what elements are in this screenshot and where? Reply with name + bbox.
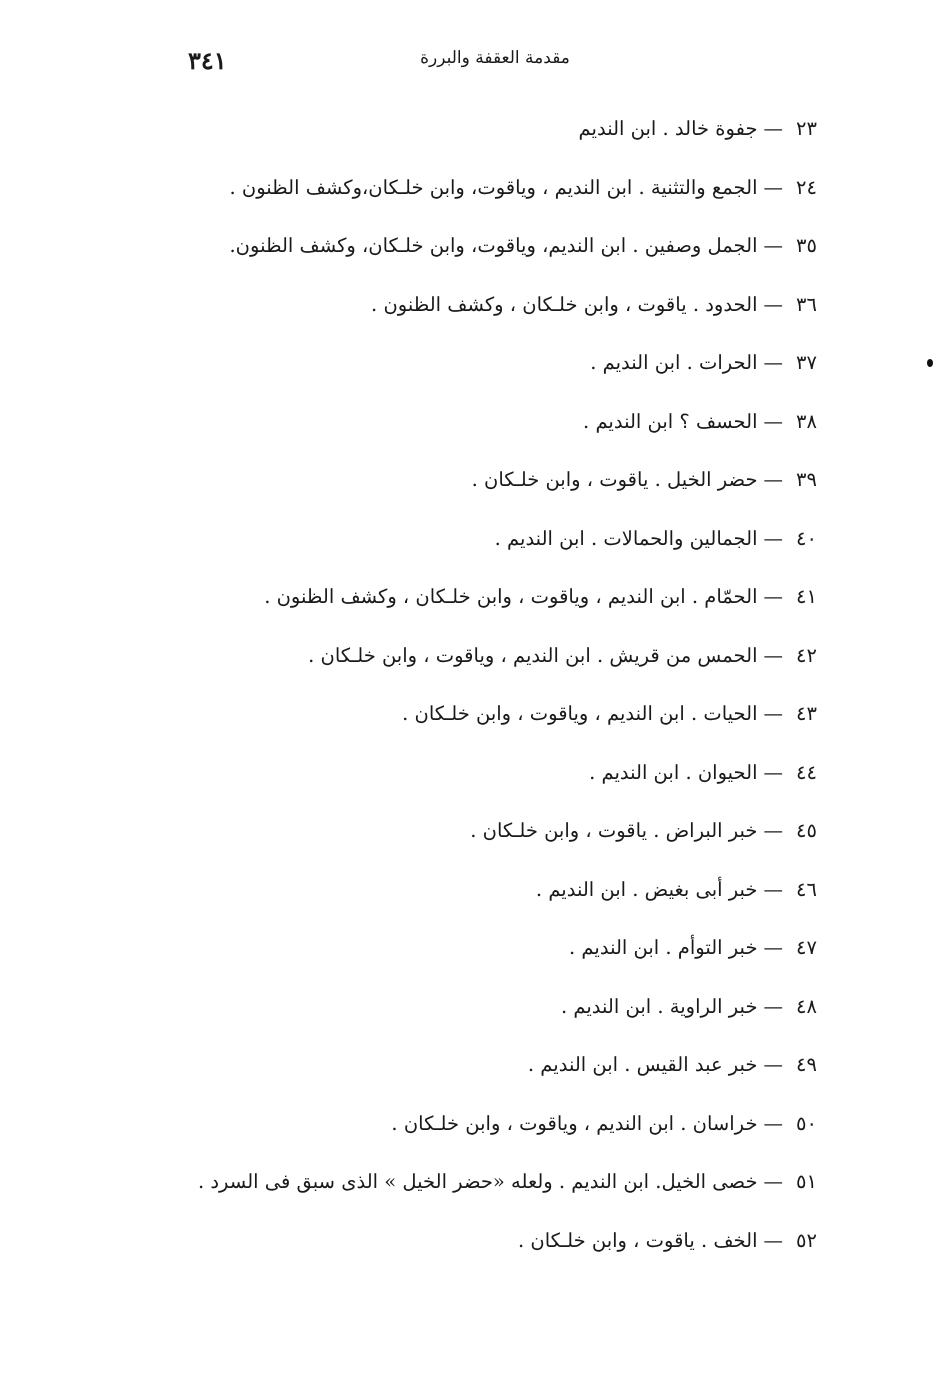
entry-dash: — [763, 760, 783, 784]
entry-text: خصى الخيل. ابن النديم . ولعله «حضر الخيل » الذى سبق فى السرد . [197, 1170, 758, 1193]
entry-dash: — [763, 994, 783, 1018]
entry-dash: — [763, 1170, 783, 1193]
entry-text: خبر البراض . ياقوت ، وابن خلـكان . [470, 819, 758, 842]
list-item [137, 221, 817, 280]
entry-number: ٤٤ [796, 760, 817, 784]
page-number: ٣٤١ [188, 46, 227, 75]
bibliography-list [137, 104, 817, 1274]
entry-number: ٢٣ [796, 117, 817, 140]
list-item [137, 689, 817, 748]
entry-text: الجمل وصفين . ابن النديم، وياقوت، وابن خلـكان، وكشف الظنون. [229, 234, 758, 257]
list-item [137, 1157, 817, 1216]
entry-number: ٤٦ [796, 877, 817, 901]
entry-text: الخف . ياقوت ، وابن خلـكان . [518, 1228, 758, 1252]
entry-dash: — [763, 117, 783, 140]
entry-text: الحيوان . ابن النديم . [589, 760, 758, 784]
margin-ink-mark [927, 359, 933, 367]
entry-dash: — [763, 819, 783, 842]
entry-dash: — [763, 292, 783, 316]
entry-text: الحيات . ابن النديم ، وياقوت ، وابن خلـكان . [402, 702, 758, 725]
entry-dash: — [763, 351, 783, 374]
entry-dash: — [763, 1111, 783, 1135]
list-item [137, 1216, 817, 1275]
entry-number: ٤٥ [796, 819, 817, 842]
entry-number: ٣٩ [796, 468, 817, 491]
list-item [137, 631, 817, 690]
list-item [137, 514, 817, 573]
list-item [137, 397, 817, 456]
entry-dash: — [763, 643, 783, 667]
list-item [137, 280, 817, 339]
entry-dash: — [763, 409, 783, 433]
entry-text: الجمع والتثنية . ابن النديم ، وياقوت، وابن خلـكان،وكشف الظنون . [229, 175, 758, 199]
entry-text: الحمس من قريش . ابن النديم ، وياقوت ، وابن خلـكان . [308, 643, 758, 667]
entry-number: ٣٧ [796, 351, 817, 374]
entry-dash: — [763, 702, 783, 725]
entry-text: خبر الراوية . ابن النديم . [561, 994, 758, 1018]
list-item [137, 923, 817, 982]
entry-number: ٥٠ [796, 1111, 817, 1135]
entry-text: الحرات . ابن النديم . [590, 351, 758, 374]
entry-number: ٣٥ [796, 234, 817, 257]
entry-number: ٤٣ [796, 702, 817, 725]
entry-dash: — [763, 585, 783, 608]
entry-text: خبر أبى بغيض . ابن النديم . [535, 877, 758, 901]
entry-number: ٣٦ [796, 292, 817, 316]
entry-text: الجمالين والحمالات . ابن النديم . [494, 526, 758, 550]
list-item [137, 1099, 817, 1158]
entry-dash: — [763, 526, 783, 550]
entry-dash: — [763, 1053, 783, 1076]
entry-number: ٤٠ [796, 526, 817, 550]
list-item [137, 748, 817, 807]
entry-number: ٤٨ [796, 994, 817, 1018]
list-item [137, 865, 817, 924]
list-item [137, 572, 817, 631]
entry-text: الحدود . ياقوت ، وابن خلـكان ، وكشف الظنون . [371, 292, 758, 316]
entry-dash: — [763, 936, 783, 959]
entry-number: ٥٢ [796, 1228, 817, 1252]
entry-dash: — [763, 1228, 783, 1252]
list-item [137, 1040, 817, 1099]
entry-text: حضر الخيل . ياقوت ، وابن خلـكان . [471, 468, 758, 491]
list-item [137, 104, 817, 163]
list-item [137, 455, 817, 514]
entry-dash: — [763, 234, 783, 257]
entry-dash: — [763, 175, 783, 199]
entry-text: الحسف ؟ ابن النديم . [583, 409, 758, 433]
running-title: مقدمة العقفة والبررة [420, 48, 570, 68]
entry-text: الحمّام . ابن النديم ، وياقوت ، وابن خلـكان ، وكشف الظنون . [264, 585, 758, 608]
entry-number: ٤٢ [796, 643, 817, 667]
entry-text: جفوة خالد . ابن النديم [578, 117, 758, 140]
entry-number: ٣٨ [796, 409, 817, 433]
page-header [0, 44, 935, 78]
entry-dash: — [763, 468, 783, 491]
entry-text: خبر التوأم . ابن النديم . [569, 936, 758, 959]
list-item [137, 982, 817, 1041]
list-item [137, 163, 817, 222]
entry-number: ٤١ [796, 585, 817, 608]
entry-number: ٢٤ [796, 175, 817, 199]
entry-number: ٤٩ [796, 1053, 817, 1076]
list-item [137, 338, 817, 397]
entry-text: خبر عبد القيس . ابن النديم . [527, 1053, 758, 1076]
entry-number: ٤٧ [796, 936, 817, 959]
entry-text: خراسان . ابن النديم ، وياقوت ، وابن خلـكان . [391, 1111, 758, 1135]
list-item [137, 806, 817, 865]
entry-dash: — [763, 877, 783, 901]
entry-number: ٥١ [796, 1170, 817, 1193]
